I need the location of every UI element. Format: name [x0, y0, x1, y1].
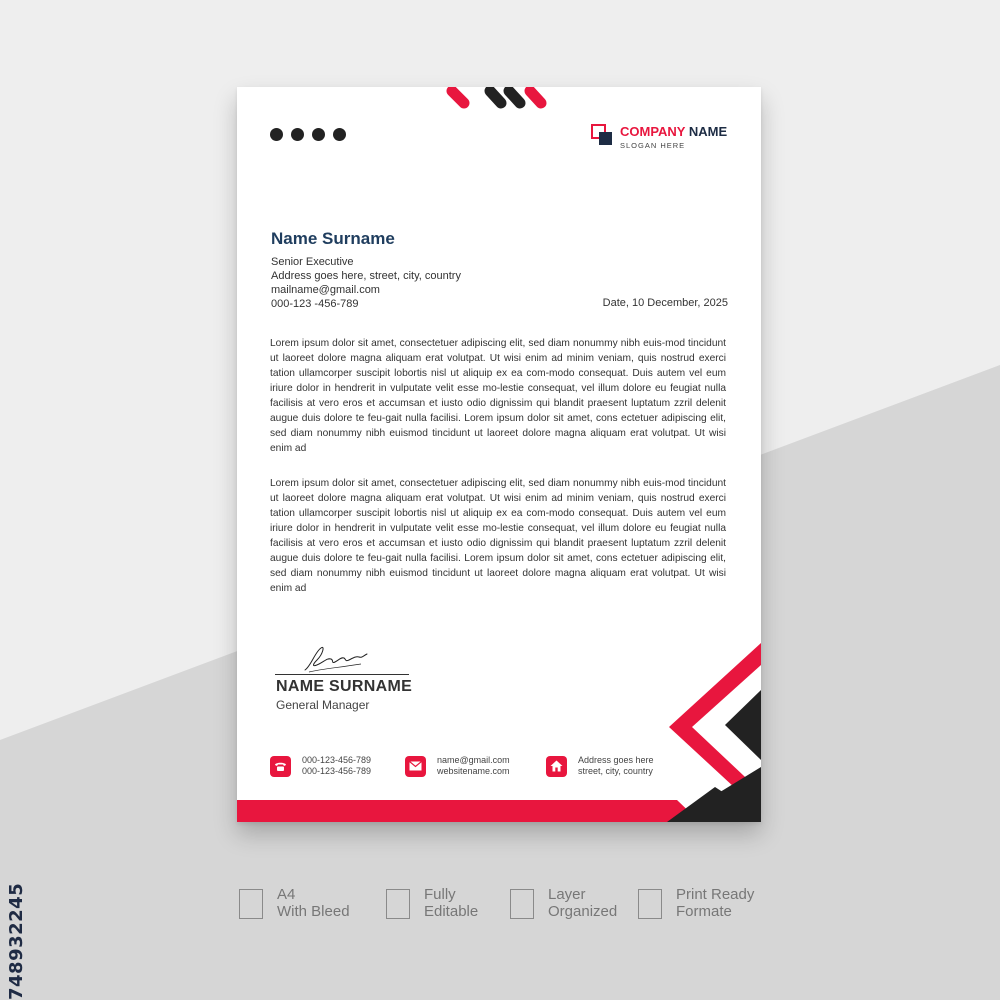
contact-address-line2: street, city, country	[578, 766, 653, 776]
signatory-title: General Manager	[276, 698, 370, 712]
feature-line1: Layer	[548, 886, 586, 903]
contact-email-line2: websitename.com	[437, 766, 510, 776]
sender-name: Name Surname	[271, 229, 395, 248]
feature-line1: Fully	[424, 886, 456, 903]
sender-phone: 000-123 -456-789	[271, 298, 359, 310]
company-name-part2: NAME	[688, 124, 728, 139]
stock-id-label: 748932245	[6, 882, 27, 1000]
sender-email: mailname@gmail.com	[271, 284, 380, 296]
corner-chevron-decoration	[237, 87, 761, 822]
feature-line1: Print Ready	[676, 886, 755, 903]
body-paragraph-2: Lorem ipsum dolor sit amet, consectetuer adipiscing elit, sed diam nonummy nibh euis-mod tincidunt ut laoreet dolore magna aliquam erat volutpat. Ut wisi enim ad minim veniam, quis nostrud exerci tation ullamcorper suscipit lobortis nisl ut aliquip ex ea com-modo consequat. Duis autem vel eum iriure dolor in hendrerit in vulputate velit esse mo-lestie consequat, vel illum dolore eu feugiat nulla facilisis at vero eros et accumsan et iusto odio dignissim qui blandit praesent luptatum zzril delenit augue duis dolore te feu-gait nulla facilisi. Lorem ipsum dolor sit amet, cons ectetuer adipiscing elit, sed diam nonummy nibh euismod tincidunt ut laoreet dolore magna aliquam erat volutpat. Ut wisi enim ad	[270, 478, 726, 594]
signatory-name: NAME SURNAME	[276, 678, 413, 695]
contact-address-line1: Address goes here	[578, 755, 654, 765]
feature-line1: A4	[277, 886, 296, 903]
feature-line2: Formate	[676, 903, 732, 920]
feature-line2: Editable	[424, 903, 479, 920]
contact-phone-line2: 000-123-456-789	[302, 766, 372, 776]
contact-email-line1: name@gmail.com	[437, 755, 510, 765]
contact-phone-line1: 000-123-456-789	[302, 755, 372, 765]
letterhead-page	[237, 87, 761, 822]
company-slogan: SLOGAN HERE	[620, 141, 686, 150]
company-name-part1: COMPANY	[620, 124, 686, 139]
sender-title: Senior Executive	[271, 256, 354, 268]
body-paragraph-1: Lorem ipsum dolor sit amet, consectetuer adipiscing elit, sed diam nonummy nibh euis-mod tincidunt ut laoreet dolore magna aliquam erat volutpat. Ut wisi enim ad minim veniam, quis nostrud exerci tation ullamcorper suscipit lobortis nisl ut aliquip ex ea com-modo consequat. Duis autem vel eum iriure dolor in hendrerit in vulputate velit esse mo-lestie consequat, vel illum dolore eu feugiat nulla facilisis at vero eros et accumsan et iusto odio dignissim qui blandit praesent luptatum zzril delenit augue duis dolore te feu-gait nulla facilisi. Lorem ipsum dolor sit amet, cons ectetuer adipiscing elit, sed diam nonummy nibh euismod tincidunt ut laoreet dolore magna aliquam erat volutpat. Ut wisi enim ad	[270, 338, 726, 454]
feature-line2: Organized	[548, 903, 618, 920]
sender-address: Address goes here, street, city, country	[271, 270, 461, 282]
letter-date: Date, 10 December, 2025	[602, 297, 728, 309]
feature-line2: With Bleed	[277, 903, 350, 920]
